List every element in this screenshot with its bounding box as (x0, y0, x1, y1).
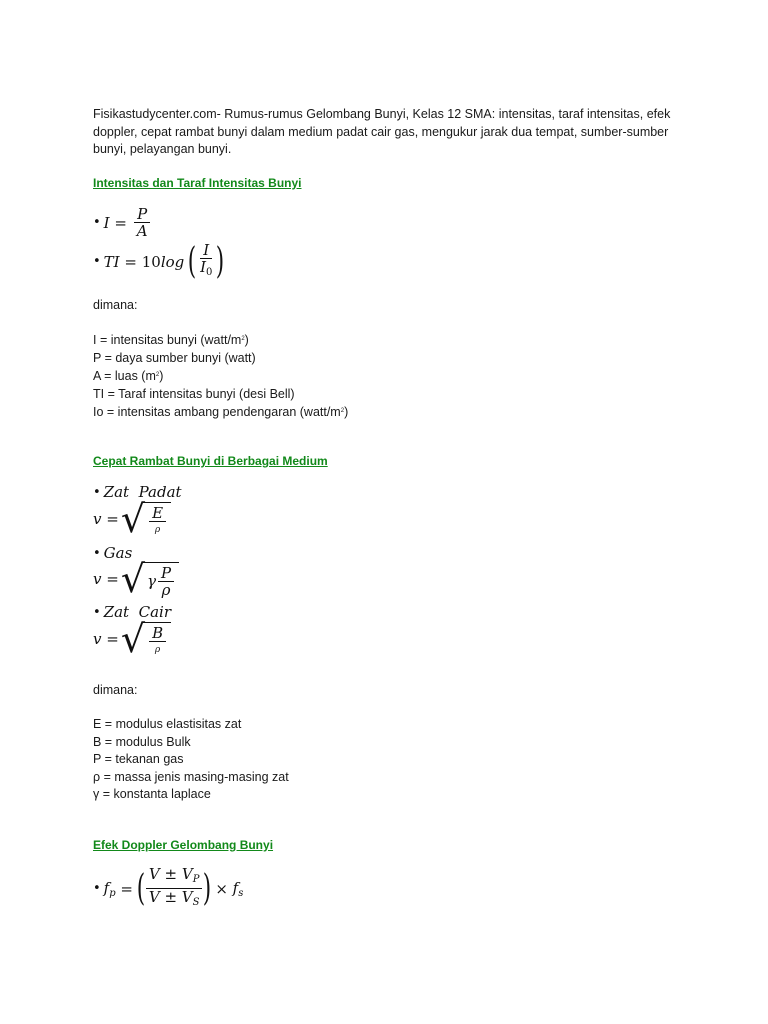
def-item: TI = Taraf intensitas bunyi (desi Bell) (93, 386, 295, 401)
intro-block (93, 106, 683, 159)
dimana-1: dimana: (93, 298, 138, 312)
def-item: E = modulus elastisitas zat (93, 717, 242, 731)
formula-doppler: • $f_p$ = ( $\frac{V \pm V_P}{V \pm V_S}$ ) × $f_s$ (93, 865, 244, 909)
label-zat-padat: • Zat Padat (93, 483, 182, 501)
formula-cair: v = √ $\frac{B}{\rho}$ (93, 619, 171, 659)
def-item: ρ = massa jenis masing-masing zat (93, 769, 289, 784)
def-item: Io = intensitas ambang pendengaran $(watt/m^2)$ (93, 405, 349, 419)
def-item: B = modulus Bulk (93, 734, 191, 749)
label-zat-cair: • Zat Cair (93, 603, 171, 621)
definitions-2 (93, 716, 289, 804)
formula-taraf-intensitas: • TI = 10 log ( $\frac{I}{I_0}$ ) (93, 240, 225, 282)
formula-gas: v = √ γ $\frac{P}{\rho}$ (93, 559, 179, 599)
heading-efek-doppler[interactable]: Efek Doppler Gelombang Bunyi (93, 838, 274, 852)
def-item: P = daya sumber bunyi (watt) (93, 350, 256, 365)
def-item: A = luas $(m^2)$ (93, 369, 164, 383)
intro-paragraph: Fisikastudycenter.com- Rumus-rumus Gelombang Bunyi, Kelas 12 SMA: intensitas, taraf intensitas, efek doppler, cepat rambat bunyi dalam medium padat cair gas, mengukur jarak dua tempat, sumber-sumber bunyi, pelayangan bunyi. (93, 107, 671, 156)
definitions-1 (93, 331, 348, 422)
heading-intensitas[interactable]: Intensitas dan Taraf Intensitas Bunyi (93, 176, 302, 190)
def-item: P = tekanan gas (93, 752, 184, 766)
heading-cepat-rambat[interactable]: Cepat Rambat Bunyi di Berbagai Medium (93, 454, 328, 468)
label-gas: • Gas (93, 544, 133, 562)
def-item: I = intensitas bunyi $(watt/m^2)$ (93, 333, 249, 347)
formula-intensity: • I = $\frac{P}{A}$ (93, 206, 153, 239)
formula-padat: v = √ $\frac{E}{\rho}$ (93, 499, 171, 539)
dimana-2: dimana: (93, 683, 138, 697)
def-item: γ = konstanta laplace (93, 787, 211, 801)
